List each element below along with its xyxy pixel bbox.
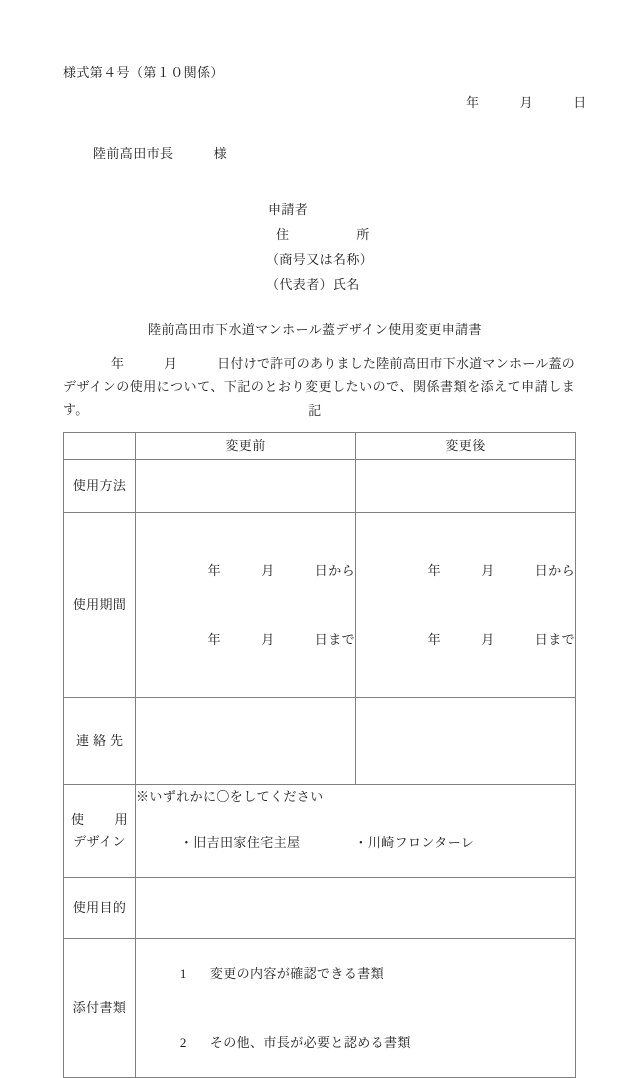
attachment-number: 1 bbox=[179, 966, 187, 981]
applicant-representative-label: （代表者）氏名 bbox=[266, 277, 360, 292]
purpose-field[interactable] bbox=[136, 878, 576, 939]
contact-after-field[interactable] bbox=[356, 698, 576, 785]
body-paragraph: 年 月 日付けで許可のありました陸前高田市下水道マンホール蓋のデザインの使用について、下記のとおり変更したいので、関係書類を添えて申請します。 bbox=[63, 356, 575, 417]
period-before-to: 年 月 日まで bbox=[207, 632, 355, 647]
row-label-text: 使用目的 bbox=[72, 900, 127, 915]
row-label-line1: 使用 bbox=[71, 812, 128, 827]
table-row bbox=[64, 513, 576, 698]
design-options bbox=[136, 808, 575, 877]
design-option-frontale[interactable]: ・川崎フロンターレ bbox=[354, 835, 475, 850]
list-item bbox=[136, 1008, 575, 1077]
row-label-text: 添付書類 bbox=[72, 1000, 127, 1015]
attachments-cell bbox=[136, 939, 576, 1078]
usage-period-before-field[interactable] bbox=[136, 513, 356, 698]
period-after-to: 年 月 日まで bbox=[427, 632, 575, 647]
table-row bbox=[64, 460, 576, 513]
applicant-heading: 申請者 bbox=[268, 202, 309, 217]
row-label-usage-period bbox=[64, 513, 136, 698]
row-label-attachments bbox=[64, 939, 136, 1078]
row-label-text: 使用期間 bbox=[72, 597, 127, 612]
period-after-from: 年 月 日から bbox=[427, 563, 575, 578]
usage-period-after-field[interactable] bbox=[356, 513, 576, 698]
row-label-design bbox=[64, 785, 136, 878]
date-line: 年 月 日 bbox=[466, 95, 587, 110]
table-row-design bbox=[64, 785, 576, 878]
design-selection-cell[interactable] bbox=[136, 785, 576, 878]
header-corner-cell bbox=[64, 433, 136, 460]
page-title: 陸前高田市下水道マンホール蓋デザイン使用変更申請書 bbox=[148, 322, 482, 337]
row-label-purpose bbox=[64, 878, 136, 939]
table-header-row bbox=[64, 433, 576, 460]
attachment-text: 変更の内容が確認できる書類 bbox=[209, 966, 385, 981]
row-label-contact bbox=[64, 698, 136, 785]
form-number: 様式第４号（第１０関係） bbox=[63, 65, 224, 80]
design-note: ※いずれかに〇をしてください bbox=[136, 789, 324, 804]
usage-method-after-field[interactable] bbox=[356, 460, 576, 513]
table-row bbox=[64, 698, 576, 785]
form-table bbox=[63, 432, 576, 1078]
attachment-text: その他、市長が必要と認める書類 bbox=[209, 1035, 411, 1050]
row-label-text: 使用方法 bbox=[72, 478, 127, 493]
header-before-cell: 変更前 bbox=[136, 433, 356, 460]
applicant-block bbox=[240, 197, 500, 297]
row-label-line2: デザイン bbox=[73, 834, 126, 849]
period-before-from: 年 月 日から bbox=[207, 563, 355, 578]
applicant-address-label: 住 所 bbox=[276, 227, 370, 242]
contact-before-field[interactable] bbox=[136, 698, 356, 785]
design-option-yoshida[interactable]: ・旧吉田家住宅主屋 bbox=[179, 835, 301, 850]
row-label-text: 連絡先 bbox=[75, 733, 127, 748]
ki-mark: 記 bbox=[308, 403, 322, 418]
applicant-trade-name-label: （商号又は名称） bbox=[266, 252, 374, 267]
addressee-line: 陸前高田市長 様 bbox=[93, 146, 228, 161]
row-label-usage-method bbox=[64, 460, 136, 513]
attachment-number: 2 bbox=[179, 1035, 187, 1050]
table-row bbox=[64, 939, 576, 1078]
usage-method-before-field[interactable] bbox=[136, 460, 356, 513]
header-after-cell: 変更後 bbox=[356, 433, 576, 460]
table-row bbox=[64, 878, 576, 939]
list-item bbox=[136, 939, 575, 1008]
